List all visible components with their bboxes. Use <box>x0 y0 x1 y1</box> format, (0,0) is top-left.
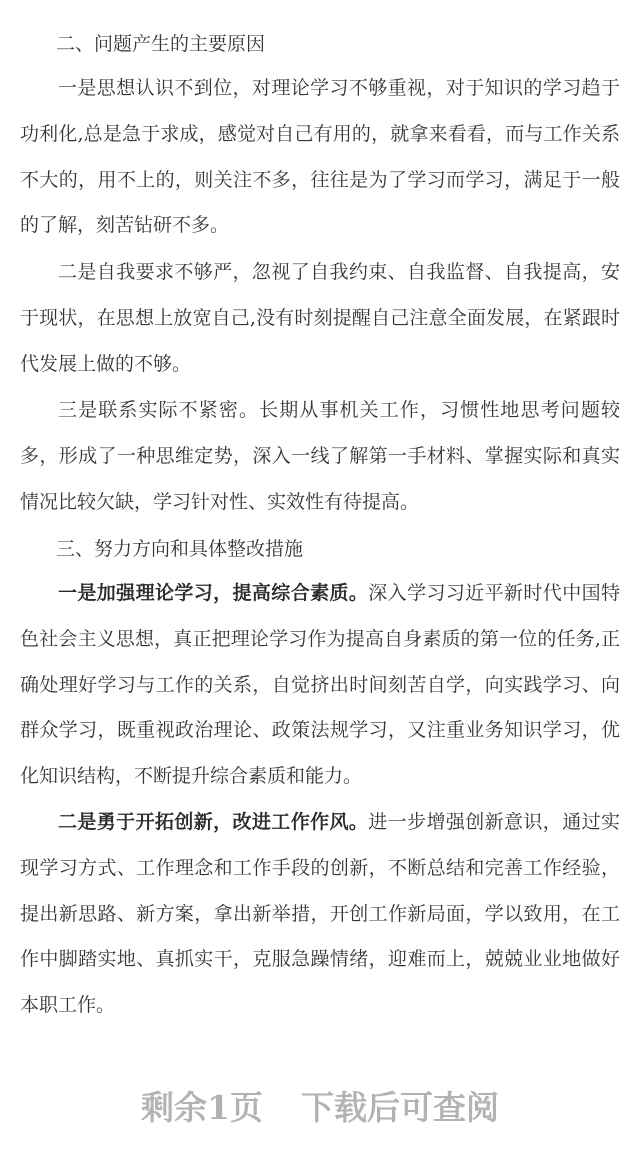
paragraph-measure-1 <box>20 571 620 800</box>
section-heading-measures: 三、努力方向和具体整改措施 <box>56 538 304 560</box>
download-prompt-banner[interactable] <box>0 1086 640 1130</box>
paragraph-cause-2: 二是自我要求不够严，忽视了自我约束、自我监督、自我提高，安于现状，在思想上放宽自己,没有时刻提醒自己注意全面发展，在紧跟时代发展上做的不够。 <box>20 261 620 375</box>
measure-1-body: 深入学习习近平新时代中国特色社会主义思想，真正把理论学习作为提高自身素质的第一位的任务,正确处理好学习与工作的关系，自觉挤出时间刻苦自学，向实践学习、向群众学习，既重视政治理论、政策法规学习，又注重业务知识学习，优化知识结构，不断提升综合素质和能力。 <box>20 582 620 788</box>
paragraph-cause-3: 三是联系实际不紧密。长期从事机关工作，习惯性地思考问题较多，形成了一种思维定势，深入一线了解第一手材料、掌握实际和真实情况比较欠缺，学习针对性、实效性有待提高。 <box>20 399 620 513</box>
paragraph-measure-2 <box>20 800 620 1029</box>
remaining-pages-label[interactable]: 剩余1页 <box>141 1088 263 1127</box>
measure-2-body: 进一步增强创新意识，通过实现学习方式、工作理念和工作手段的创新，不断总结和完善工作经验，提出新思路、新方案，拿出新举措，开创工作新局面，学以致用，在工作中脚踏实地、真抓实干，克服急躁情绪，迎难而上，兢兢业业地做好本职工作。 <box>20 811 620 1017</box>
download-to-view-label[interactable]: 下载后可查阅 <box>300 1088 499 1127</box>
paragraph-cause-1: 一是思想认识不到位，对理论学习不够重视，对于知识的学习趋于功利化,总是急于求成，感觉对自己有用的，就拿来看看，而与工作关系不大的，用不上的，则关注不多，往往是为了学习而学习，满足于一般的了解，刻苦钻研不多。 <box>20 77 620 237</box>
measure-1-lead: 一是加强理论学习，提高综合素质。 <box>58 582 369 604</box>
section-heading-causes: 二、问题产生的主要原因 <box>56 33 266 55</box>
measure-2-lead: 二是勇于开拓创新，改进工作作风。 <box>58 811 369 833</box>
